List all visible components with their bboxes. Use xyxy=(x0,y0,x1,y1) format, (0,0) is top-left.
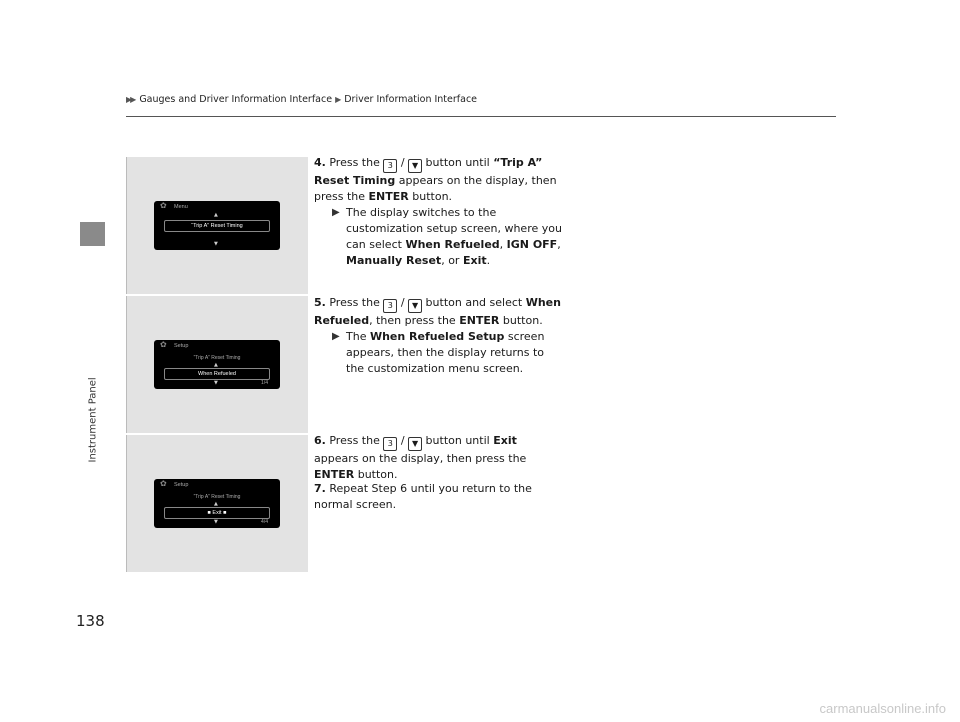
screen-selection-bar: When Refueled xyxy=(164,368,270,380)
screen-page-count: 4/4 xyxy=(261,519,268,525)
step-number: 4. xyxy=(314,156,326,169)
step-text: button. xyxy=(412,190,453,203)
illustration-panel-menu xyxy=(126,157,308,294)
screen-heading: Setup xyxy=(174,482,189,488)
result-arrow-icon: ▶ xyxy=(332,207,340,218)
up-button-icon: 3 xyxy=(383,299,397,313)
result-text: The display switches to the customization setup screen, where you can select xyxy=(346,206,562,251)
breadcrumb-arrow-icon: ▶▶ xyxy=(126,95,135,104)
step-bold-term: “Trip A” Reset Timing xyxy=(314,156,543,187)
up-triangle-icon: ▲ xyxy=(214,501,218,507)
option-term: Exit xyxy=(462,254,487,267)
display-screen-menu xyxy=(154,201,280,250)
gear-icon: ✿ xyxy=(160,201,167,210)
step-5: 5. Press the 3 / ▼ button and select When Refueled, then press the ENTER button. ▶ The When Refueled Setup screen appears, then the display returns to the customization menu screen. xyxy=(314,295,564,377)
step-number: 6. xyxy=(314,434,326,447)
breadcrumb-current: Driver Information Interface xyxy=(344,94,478,105)
screen-selection-label: Exit xyxy=(212,510,222,516)
section-side-label: Instrument Panel xyxy=(87,377,99,463)
up-triangle-icon: ▲ xyxy=(214,212,218,218)
section-tab-marker xyxy=(80,222,105,246)
step-bold-term: ENTER xyxy=(368,190,409,203)
option-term: IGN OFF xyxy=(506,238,558,251)
step-text: Press the xyxy=(329,296,380,309)
page-number: 138 xyxy=(76,612,105,630)
watermark: carmanualsonline.info xyxy=(819,701,946,716)
up-button-icon: 3 xyxy=(383,437,397,451)
step-bold-term: When Refueled xyxy=(314,296,561,327)
screen-subtitle: “Trip A” Reset Timing xyxy=(193,355,241,361)
square-icon: ■ xyxy=(207,510,211,516)
result-text: , or xyxy=(441,254,460,267)
screen-subtitle: “Trip A” Reset Timing xyxy=(193,494,241,500)
step-text: appears on the display, then press the xyxy=(314,452,527,465)
step-text: Press the xyxy=(329,156,380,169)
step-text: button. xyxy=(357,468,398,481)
step-text: button until xyxy=(425,156,490,169)
gear-icon: ✿ xyxy=(160,479,167,488)
step-6: 6. Press the 3 / ▼ button until Exit appears on the display, then press the ENTER button. xyxy=(314,434,527,481)
gear-icon: ✿ xyxy=(160,340,167,349)
screen-heading: Menu xyxy=(174,204,188,210)
square-icon: ■ xyxy=(223,510,227,516)
result-text: The xyxy=(346,330,367,343)
down-triangle-icon: ▼ xyxy=(214,380,218,386)
breadcrumb xyxy=(126,94,477,105)
step-7 xyxy=(314,481,564,513)
display-screen-setup xyxy=(154,479,280,528)
option-term: When Refueled xyxy=(405,238,500,251)
step-bold-term: ENTER xyxy=(459,314,500,327)
header-divider xyxy=(126,116,836,117)
result-arrow-icon: ▶ xyxy=(332,331,340,342)
step-text: appears on the display, then press the xyxy=(314,174,557,203)
screen-selection-bar: “Trip A” Reset Timing xyxy=(164,220,270,232)
screen-page-count: 1/4 xyxy=(261,380,268,386)
up-triangle-icon: ▲ xyxy=(214,362,218,368)
illustration-panel-setup-refueled xyxy=(126,296,308,433)
step-4: 4. Press the 3 / ▼ button until “Trip A” Reset Timing appears on the display, then press the ENTER button. ▶ The display switches to the customization setup screen, where you can select When Refueled, IGN OFF, Manually Reset, or Exit. xyxy=(314,155,564,269)
option-term: When Refueled Setup xyxy=(369,330,505,343)
option-term: Manually Reset xyxy=(346,254,442,267)
down-button-icon: ▼ xyxy=(408,159,422,173)
step-result xyxy=(314,329,564,377)
result-text: screen appears, then the display returns to the customization menu screen. xyxy=(346,330,545,375)
step-bold-term: ENTER xyxy=(314,468,355,481)
up-button-icon: 3 xyxy=(383,159,397,173)
down-triangle-icon: ▼ xyxy=(214,519,218,525)
step-result: ▶ The display switches to the customization setup screen, where you can select When Refueled, IGN OFF, Manually Reset, or Exit. xyxy=(332,206,562,267)
step-text: button. xyxy=(502,314,543,327)
illustration-panel-setup-exit xyxy=(126,435,308,572)
breadcrumb-parent: Gauges and Driver Information Interface xyxy=(139,94,333,105)
step-text: button until xyxy=(425,434,490,447)
down-button-icon: ▼ xyxy=(408,437,422,451)
display-screen-setup xyxy=(154,340,280,389)
step-text: , then press the xyxy=(369,314,456,327)
step-bold-term: Exit xyxy=(493,434,517,447)
screen-heading: Setup xyxy=(174,343,189,349)
step-text: button and select xyxy=(425,296,523,309)
down-triangle-icon: ▼ xyxy=(214,241,218,247)
step-number: 7. xyxy=(314,482,326,495)
step-number: 5. xyxy=(314,296,326,309)
down-button-icon: ▼ xyxy=(408,299,422,313)
step-text: Repeat Step 6 until you return to the normal screen. xyxy=(314,482,532,511)
screen-selection-bar xyxy=(164,507,270,519)
step-text: Press the xyxy=(329,434,380,447)
breadcrumb-arrow-icon: ▶ xyxy=(335,95,340,104)
